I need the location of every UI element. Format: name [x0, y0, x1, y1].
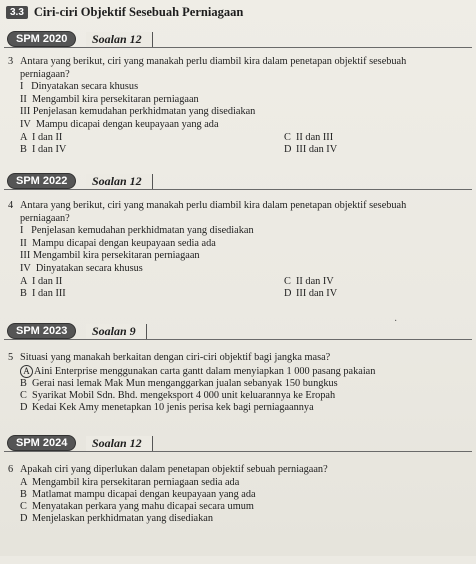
question-number: 5	[8, 352, 14, 363]
exam-tag-row	[0, 30, 476, 50]
divider-line	[4, 451, 472, 452]
question-number: 4	[8, 200, 14, 211]
question-line: Antara yang berikut, ciri yang manakah perlu diambil kira dalam penetapan objektif sesebuah	[20, 56, 407, 67]
statement-item: II Mampu dicapai dengan keupayaan sedia ada	[20, 237, 216, 249]
option-b[interactable]: B Gerai nasi lemak Mak Mun menganggarkan jualan sebanyak 150 bungkus	[20, 377, 338, 389]
spm-year-badge: SPM 2022	[8, 174, 75, 188]
answer-options	[20, 276, 470, 302]
option-c[interactable]: C II dan III	[284, 131, 334, 143]
spm-year-badge: SPM 2020	[8, 32, 75, 46]
option-c[interactable]: C II dan IV	[284, 275, 334, 287]
soalan-label: Soalan 12	[86, 436, 153, 451]
statement-item: I Penjelasan kemudahan perkhidmatan yang disediakan	[20, 225, 254, 237]
exam-tag-row	[0, 434, 476, 454]
question-line: Antara yang berikut, ciri yang manakah perlu diambil kira dalam penetapan objektif sesebuah	[20, 200, 407, 211]
section-number: 3.3	[6, 6, 28, 19]
question-line: Situasi yang manakah berkaitan dengan ciri-ciri objektif bagi jangka masa?	[20, 352, 331, 363]
option-d[interactable]: D III dan IV	[284, 287, 338, 299]
option-a[interactable]: A I dan II	[20, 131, 63, 143]
option-a[interactable]: A Aini Enterprise menggunakan carta gantt dalam menyiapkan 1 000 pasang pakaian	[20, 365, 470, 378]
statement-item: IV Mampu dicapai dengan keupayaan yang ada	[20, 118, 219, 130]
option-d[interactable]: D III dan IV	[284, 143, 338, 155]
option-d[interactable]: D Menjelaskan perkhidmatan yang disediakan	[20, 513, 213, 525]
option-b[interactable]: B I dan IV	[20, 143, 67, 155]
divider-line	[4, 189, 472, 190]
section-title: Ciri-ciri Objektif Sesebuah Perniagaan	[33, 4, 244, 19]
option-a[interactable]: A Mengambil kira persekitaran perniagaan sedia ada	[20, 476, 240, 488]
option-b[interactable]: B Matlamat mampu dicapai dengan keupayaan yang ada	[20, 488, 256, 500]
question-text	[20, 56, 470, 158]
divider-line	[4, 47, 472, 48]
soalan-label: Soalan 12	[86, 174, 153, 189]
answer-options	[20, 132, 470, 158]
exam-tag-row	[0, 322, 476, 342]
statement-item: I Dinyatakan secara khusus	[20, 81, 139, 93]
question-block-3	[0, 30, 476, 194]
option-b[interactable]: B I dan III	[20, 287, 66, 299]
statement-item: II Mengambil kira persekitaran perniagaan	[20, 93, 199, 105]
question-block-4	[0, 172, 476, 338]
question-block-6	[0, 434, 476, 564]
spm-year-badge: SPM 2024	[8, 436, 75, 450]
question-line: perniagaan?	[20, 68, 70, 80]
question-text	[20, 200, 470, 302]
divider-line	[4, 339, 472, 340]
question-text	[20, 464, 470, 525]
option-a[interactable]: A I dan II	[20, 275, 63, 287]
statement-item: IV Dinyatakan secara khusus	[20, 262, 143, 274]
question-line: Apakah ciri yang diperlukan dalam penetapan objektif sebuah perniagaan?	[20, 464, 328, 475]
question-number: 6	[8, 464, 14, 475]
question-line: perniagaan?	[20, 212, 70, 224]
option-d[interactable]: D Kedai Kek Amy menetapkan 10 jenis perisa kek bagi perniagaannya	[20, 402, 314, 414]
answer-circle-mark: A	[20, 365, 33, 378]
soalan-label: Soalan 9	[86, 324, 147, 339]
question-text	[20, 352, 470, 414]
soalan-label: Soalan 12	[86, 32, 153, 47]
spm-year-badge: SPM 2023	[8, 324, 75, 338]
option-c[interactable]: C Menyatakan perkara yang mahu dicapai secara umum	[20, 501, 254, 512]
stray-mark: ·	[394, 316, 398, 327]
option-c[interactable]: C Syarikat Mobil Sdn. Bhd. mengeksport 4 000 unit keluarannya ke Eropah	[20, 390, 336, 401]
question-number: 3	[8, 56, 14, 67]
section-header	[6, 3, 243, 21]
statement-item: III Penjelasan kemudahan perkhidmatan yang disediakan	[20, 106, 256, 118]
exam-tag-row	[0, 172, 476, 192]
statement-item: III Mengambil kira persekitaran perniagaan	[20, 250, 200, 262]
